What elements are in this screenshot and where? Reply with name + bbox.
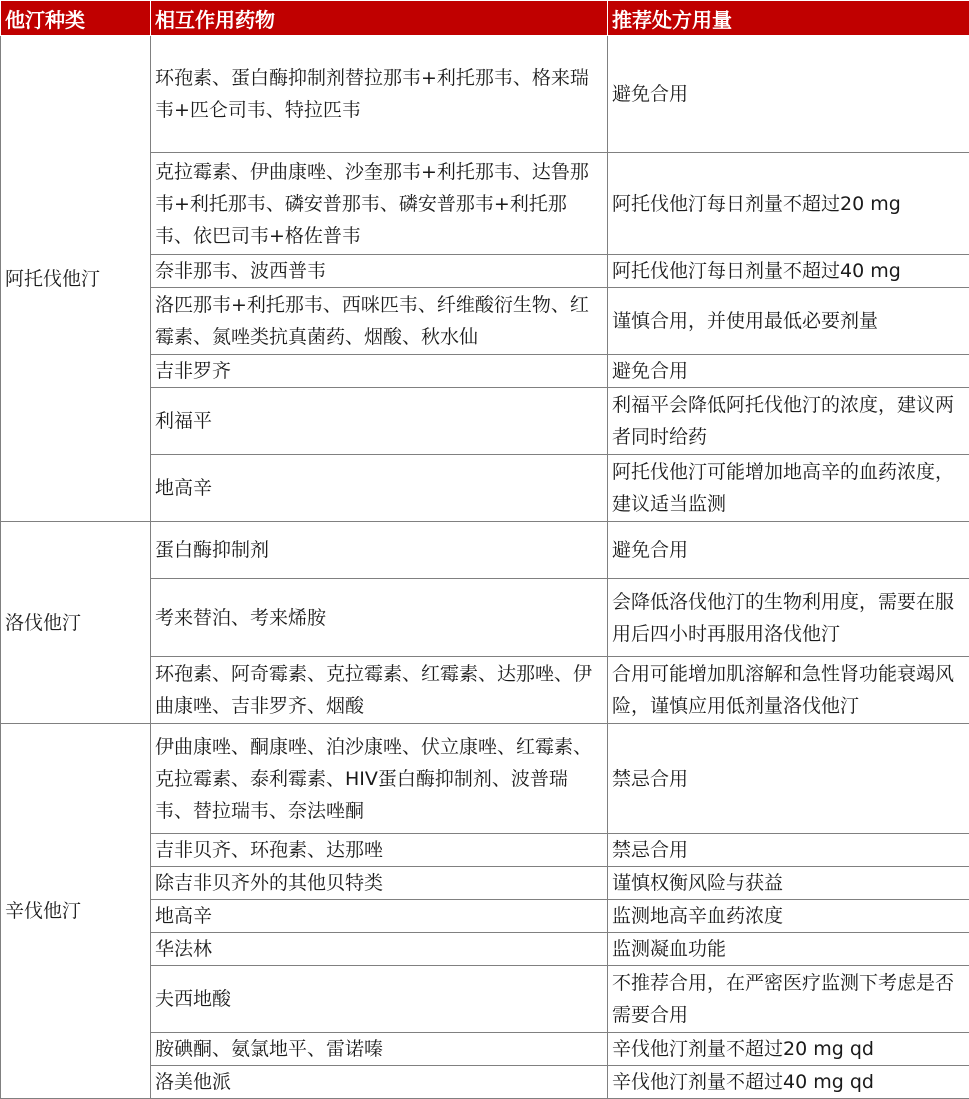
- drug-cell: 华法林: [151, 933, 608, 966]
- dose-cell: 阿托伐他汀可能增加地高辛的血药浓度，建议适当监测: [608, 455, 969, 522]
- drug-cell: 夫西地酸: [151, 966, 608, 1033]
- header-statin-type: 他汀种类: [1, 1, 151, 36]
- dose-cell: 监测凝血功能: [608, 933, 969, 966]
- drug-cell: 洛美他派: [151, 1066, 608, 1099]
- drug-cell: 奈非那韦、波西普韦: [151, 255, 608, 288]
- drug-cell: 地高辛: [151, 900, 608, 933]
- dose-cell: 谨慎权衡风险与获益: [608, 867, 969, 900]
- drug-cell: 环孢素、阿奇霉素、克拉霉素、红霉素、达那唑、伊曲康唑、吉非罗齐、烟酸: [151, 657, 608, 724]
- dose-cell: 禁忌合用: [608, 834, 969, 867]
- drug-cell: 除吉非贝齐外的其他贝特类: [151, 867, 608, 900]
- header-recommended-dose: 推荐处方用量: [608, 1, 969, 36]
- statin-name-cell: 阿托伐他汀: [1, 36, 151, 522]
- header-interacting-drugs: 相互作用药物: [151, 1, 608, 36]
- table-row: [1, 522, 969, 579]
- drug-cell: 吉非贝齐、环孢素、达那唑: [151, 834, 608, 867]
- dose-cell: 辛伐他汀剂量不超过20 mg qd: [608, 1033, 969, 1066]
- drug-cell: 考来替泊、考来烯胺: [151, 579, 608, 657]
- dose-cell: 辛伐他汀剂量不超过40 mg qd: [608, 1066, 969, 1099]
- dose-cell: 谨慎合用，并使用最低必要剂量: [608, 288, 969, 355]
- dose-cell: 利福平会降低阿托伐他汀的浓度，建议两者同时给药: [608, 388, 969, 455]
- dose-cell: 不推荐合用，在严密医疗监测下考虑是否需要合用: [608, 966, 969, 1033]
- dose-cell: 避免合用: [608, 355, 969, 388]
- drug-cell: 蛋白酶抑制剂: [151, 522, 608, 579]
- dose-cell: 阿托伐他汀每日剂量不超过40 mg: [608, 255, 969, 288]
- drug-cell: 地高辛: [151, 455, 608, 522]
- drug-cell: 伊曲康唑、酮康唑、泊沙康唑、伏立康唑、红霉素、克拉霉素、泰利霉素、HIV蛋白酶抑制剂、波普瑞韦、替拉瑞韦、奈法唑酮: [151, 724, 608, 834]
- drug-cell: 洛匹那韦+利托那韦、西咪匹韦、纤维酸衍生物、红霉素、氮唑类抗真菌药、烟酸、秋水仙: [151, 288, 608, 355]
- statin-name-cell: 洛伐他汀: [1, 522, 151, 724]
- dose-cell: 会降低洛伐他汀的生物利用度，需要在服用后四小时再服用洛伐他汀: [608, 579, 969, 657]
- dose-cell: 阿托伐他汀每日剂量不超过20 mg: [608, 153, 969, 255]
- table-row: [1, 36, 969, 153]
- statin-name-cell: 辛伐他汀: [1, 724, 151, 1099]
- drug-cell: 吉非罗齐: [151, 355, 608, 388]
- dose-cell: 禁忌合用: [608, 724, 969, 834]
- drug-cell: 环孢素、蛋白酶抑制剂替拉那韦+利托那韦、格来瑞韦+匹仑司韦、特拉匹韦: [151, 36, 608, 153]
- dose-cell: 避免合用: [608, 522, 969, 579]
- header-row: [1, 1, 969, 36]
- dose-cell: 监测地高辛血药浓度: [608, 900, 969, 933]
- drug-cell: 胺碘酮、氨氯地平、雷诺嗪: [151, 1033, 608, 1066]
- table-row: [1, 724, 969, 834]
- dose-cell: 避免合用: [608, 36, 969, 153]
- drug-cell: 克拉霉素、伊曲康唑、沙奎那韦+利托那韦、达鲁那韦+利托那韦、磷安普那韦、磷安普那韦+利托那韦、依巴司韦+格佐普韦: [151, 153, 608, 255]
- dose-cell: 合用可能增加肌溶解和急性肾功能衰竭风险，谨慎应用低剂量洛伐他汀: [608, 657, 969, 724]
- drug-cell: 利福平: [151, 388, 608, 455]
